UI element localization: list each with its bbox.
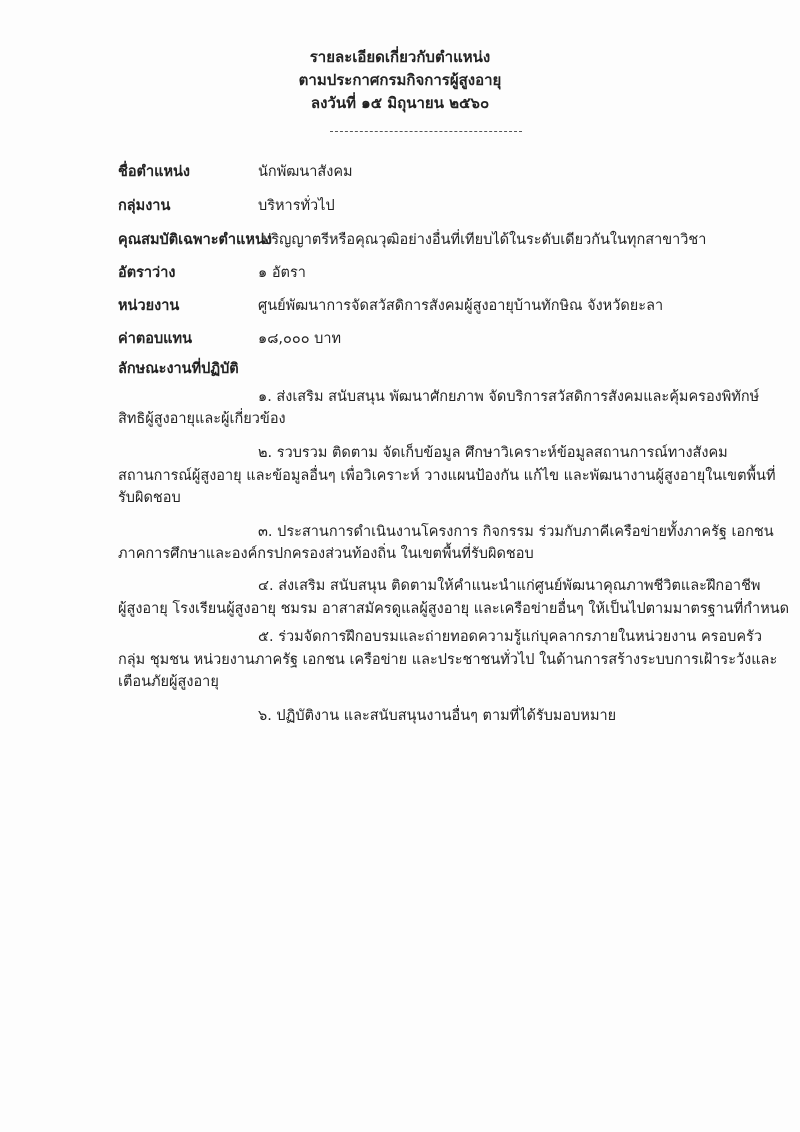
- duty-item-line: ๖. ปฏิบัติงาน และสนับสนุนงานอื่นๆ ตามที่ได้รับมอบหมาย: [258, 708, 617, 724]
- duty-item-line: สิทธิผู้สูงอายุและผู้เกี่ยวข้อง: [118, 411, 286, 427]
- duties-heading: ลักษณะงานที่ปฏิบัติ: [118, 361, 239, 377]
- field-value: ศูนย์พัฒนาการจัดสวัสดิการสังคมผู้สูงอายุบ้านทักษิณ จังหวัดยะลา: [258, 298, 664, 314]
- field-label: ค่าตอบแทน: [118, 331, 192, 347]
- field-value: นักพัฒนาสังคม: [258, 164, 353, 180]
- duty-item-line: รับผิดชอบ: [118, 490, 181, 506]
- duty-item-line: ๑. ส่งเสริม สนับสนุน พัฒนาศักยภาพ จัดบริการสวัสดิการสังคมและคุ้มครองพิทักษ์: [258, 389, 760, 405]
- field-value: ๑ อัตรา: [258, 265, 306, 281]
- field-value: ๑๘,๐๐๐ บาท: [258, 331, 342, 347]
- duty-item-line: ผู้สูงอายุ โรงเรียนผู้สูงอายุ ชมรม อาสาสมัครดูแลผู้สูงอายุ และเครือข่ายอื่นๆ ให้เป็นไปตามมาตรฐานที่กำหนด: [118, 601, 790, 617]
- field-label: คุณสมบัติเฉพาะตำแหน่ง: [118, 232, 272, 248]
- duty-item-line: ๓. ประสานการดำเนินงานโครงการ กิจกรรม ร่วมกับภาคีเครือข่ายทั้งภาครัฐ เอกชน: [258, 524, 774, 540]
- title-line-3: ลงวันที่ ๑๕ มิถุนายน ๒๕๖๐: [310, 94, 490, 112]
- divider: [330, 131, 522, 132]
- duty-item-line: สถานการณ์ผู้สูงอายุ และข้อมูลอื่นๆ เพื่อวิเคราะห์ วางแผนป้องกัน แก้ไข และพัฒนางานผู้สูงอายุในเขตพื้นที่: [118, 468, 776, 484]
- duty-item-line: ๔. ส่งเสริม สนับสนุน ติดตามให้คำแนะนำแก่ศูนย์พัฒนาคุณภาพชีวิตและฝึกอาชีพ: [258, 578, 761, 594]
- duty-item-line: ภาคการศึกษาและองค์กรปกครองส่วนท้องถิ่น ในเขตพื้นที่รับผิดชอบ: [118, 546, 534, 562]
- field-value: บริหารทั่วไป: [258, 198, 335, 214]
- duty-item-line: ๕. ร่วมจัดการฝึกอบรมและถ่ายทอดความรู้แก่บุคลากรภายในหน่วยงาน ครอบครัว: [258, 629, 762, 645]
- field-label: กลุ่มงาน: [118, 198, 171, 214]
- field-label: ชื่อตำแหน่ง: [118, 164, 191, 180]
- duty-item-line: เตือนภัยผู้สูงอายุ: [118, 674, 219, 690]
- duty-item-line: ๒. รวบรวม ติดตาม จัดเก็บข้อมูล ศึกษาวิเคราะห์ข้อมูลสถานการณ์ทางสังคม: [258, 445, 728, 461]
- title-line-1: รายละเอียดเกี่ยวกับตำแหน่ง: [309, 48, 491, 66]
- field-label: อัตราว่าง: [118, 265, 176, 281]
- field-label: หน่วยงาน: [118, 298, 180, 314]
- field-value: ปริญญาตรีหรือคุณวุฒิอย่างอื่นที่เทียบได้ในระดับเดียวกันในทุกสาขาวิชา: [262, 232, 707, 248]
- title-line-2: ตามประกาศกรมกิจการผู้สูงอายุ: [298, 71, 502, 89]
- duty-item-line: กลุ่ม ชุมชน หน่วยงานภาครัฐ เอกชน เครือข่าย และประชาชนทั่วไป ในด้านการสร้างระบบการเฝ้าระวังและ: [118, 652, 778, 668]
